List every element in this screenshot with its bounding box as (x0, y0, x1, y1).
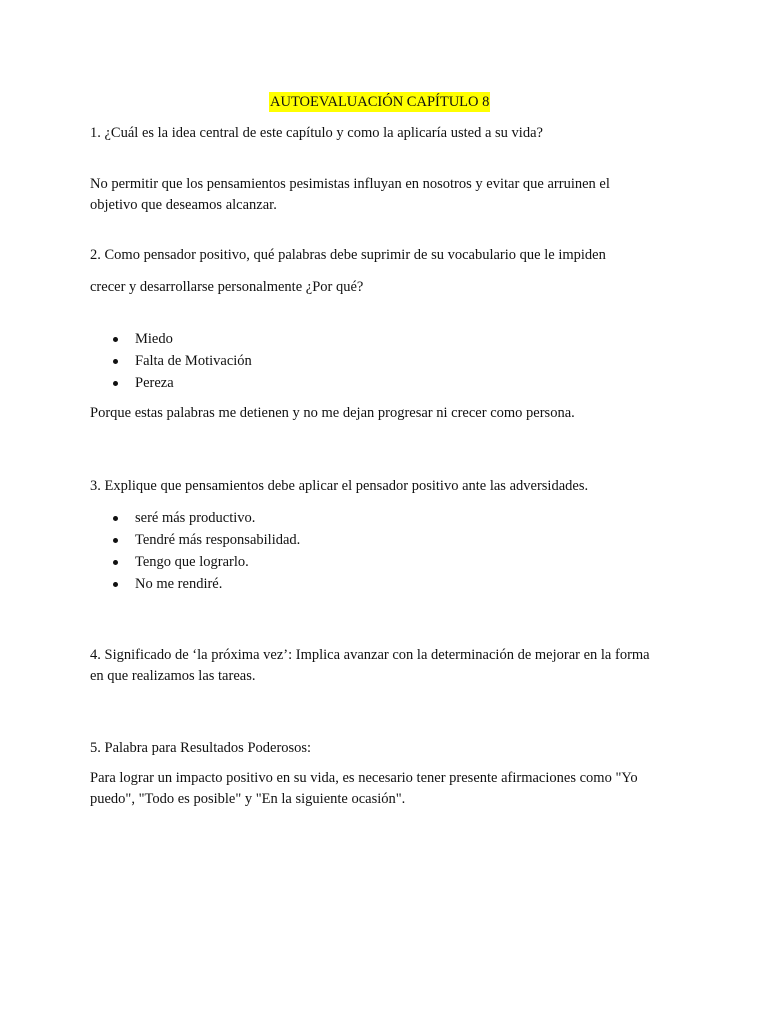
answer-5-line-2: puedo", "Todo es posible" y "En la siguiente ocasión". (90, 791, 406, 807)
list-item: No me rendiré. (90, 573, 300, 595)
question-1: 1. ¿Cuál es la idea central de este capítulo y como la aplicaría usted a su vida? (90, 125, 543, 141)
question-2-line-1: 2. Como pensador positivo, qué palabras debe suprimir de su vocabulario que le impiden (90, 247, 606, 263)
answer-3-list (90, 507, 300, 595)
list-item: Tengo que lograrlo. (90, 551, 300, 573)
list-item: seré más productivo. (90, 507, 300, 529)
document-title: AUTOEVALUACIÓN CAPÍTULO 8 (270, 94, 490, 110)
answer-2-list (90, 328, 252, 394)
list-item: Pereza (90, 372, 252, 394)
answer-1-line-2: objetivo que deseamos alcanzar. (90, 197, 277, 213)
question-2-line-2: crecer y desarrollarse personalmente ¿Por qué? (90, 279, 364, 295)
list-item: Tendré más responsabilidad. (90, 529, 300, 551)
answer-1-line-1: No permitir que los pensamientos pesimistas influyan en nosotros y evitar que arruinen el (90, 176, 610, 192)
question-5: 5. Palabra para Resultados Poderosos: (90, 740, 312, 756)
question-3: 3. Explique que pensamientos debe aplicar el pensador positivo ante las adversidades. (90, 478, 589, 494)
list-item: Miedo (90, 328, 252, 350)
question-4-line-1: 4. Significado de ‘la próxima vez’: Implica avanzar con la determinación de mejorar en la forma (90, 647, 650, 663)
list-item: Falta de Motivación (90, 350, 252, 372)
question-4-line-2: en que realizamos las tareas. (90, 668, 256, 684)
answer-5-line-1: Para lograr un impacto positivo en su vida, es necesario tener presente afirmaciones como "Yo (90, 770, 638, 786)
answer-2: Porque estas palabras me detienen y no me dejan progresar ni crecer como persona. (90, 405, 575, 421)
